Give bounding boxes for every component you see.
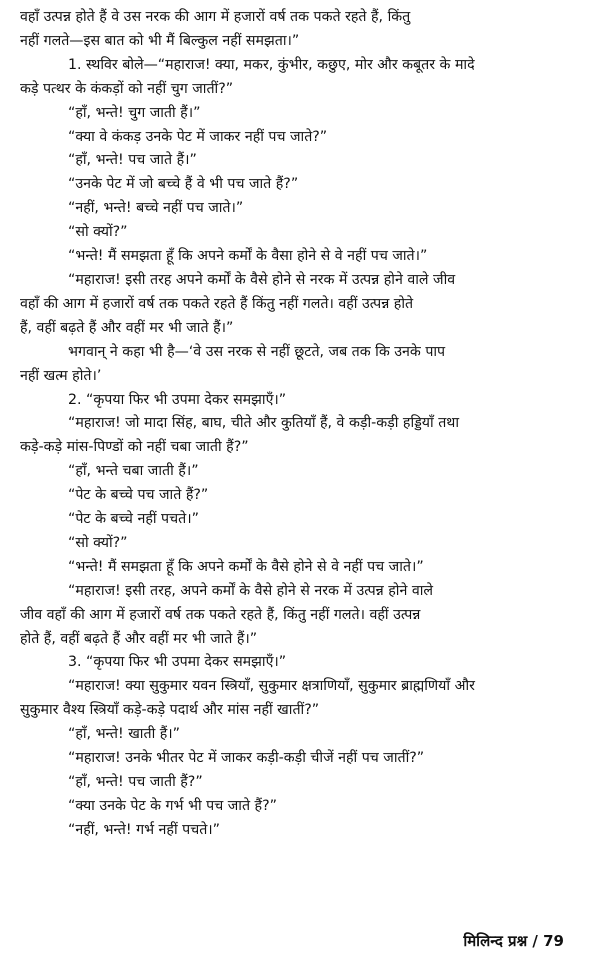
text-line: “भन्ते! मैं समझता हूँ कि अपने कर्मों के वैसा होने से वे नहीं पच जाते।”	[68, 248, 428, 265]
page-footer: मिलिन्द प्रश्न / 79	[463, 932, 564, 950]
text-line: “महाराज! इसी तरह अपने कर्मों के वैसे होने से नरक में उत्पन्न होने वाले जीव	[68, 271, 456, 288]
text-line: 3. “कृपया फिर भी उपमा देकर समझाएँ।”	[68, 654, 287, 671]
text-line: “हाँ, भन्ते! पच जाती हैं?”	[68, 774, 203, 790]
text-line: “उनके पेट में जो बच्चे हैं वे भी पच जाते हैं?”	[68, 176, 299, 193]
text-line: हैं, वहीं बढ़ते हैं और वहीं मर भी जाते हैं।”	[20, 319, 234, 336]
text-line: “महाराज! जो मादा सिंह, बाघ, चीते और कुतियाँ हैं, वे कड़ी-कड़ी हड्डियाँ तथा	[68, 415, 460, 432]
text-line: 1. स्थविर बोले—“महाराज! क्या, मकर, कुंभीर, कछुए, मोर और कबूतर के मादे	[68, 56, 475, 73]
text-line: कड़े-कड़े मांस-पिण्डों को नहीं चबा जाती हैं?”	[20, 439, 249, 456]
body-text	[20, 6, 580, 843]
text-line: “हाँ, भन्ते! पच जाते हैं।”	[68, 152, 197, 169]
text-line: जीव वहाँ की आग में हजारों वर्ष तक पकते रहते हैं, किंतु नहीं गलते। वहीं उत्पन्न	[20, 606, 421, 623]
text-line: वहाँ उत्पन्न होते हैं वे उस नरक की आग में हजारों वर्ष तक पकते रहते हैं, किंतु	[20, 9, 411, 25]
text-line: नहीं खत्म होते।’	[20, 367, 102, 384]
text-line: “हाँ, भन्ते! खाती हैं।”	[68, 726, 181, 743]
text-line: “नहीं, भन्ते! गर्भ नहीं पचते।”	[68, 821, 221, 838]
text-line: “क्या वे कंकड़ उनके पेट में जाकर नहीं पच जाते?”	[68, 128, 328, 145]
text-line: “हाँ, भन्ते! चुग जाती हैं।”	[68, 104, 201, 121]
text-line: “सो क्यों?”	[68, 224, 128, 241]
text-line: “महाराज! क्या सुकुमार यवन स्त्रियाँ, सुकुमार क्षत्राणियाँ, सुकुमार ब्राह्मणियाँ और	[68, 678, 475, 695]
text-line: “पेट के बच्चे नहीं पचते।”	[68, 511, 199, 528]
text-line: “महाराज! उनके भीतर पेट में जाकर कड़ी-कड़ी चीजें नहीं पच जातीं?”	[68, 750, 425, 767]
text-line: “सो क्यों?”	[68, 534, 128, 551]
text-line: 2. “कृपया फिर भी उपमा देकर समझाएँ।”	[68, 391, 287, 408]
text-line: “क्या उनके पेट के गर्भ भी पच जाते हैं?”	[68, 797, 277, 814]
text-line: भगवान् ने कहा भी है—‘वे उस नरक से नहीं छूटते, जब तक कि उनके पाप	[68, 343, 446, 360]
text-line: नहीं गलते—इस बात को भी मैं बिल्कुल नहीं समझता।”	[20, 32, 300, 49]
text-line: सुकुमार वैश्य स्त्रियाँ कड़े-कड़े पदार्थ और मांस नहीं खातीं?”	[20, 702, 320, 719]
text-line: “भन्ते! मैं समझता हूँ कि अपने कर्मों के वैसे होने से वे नहीं पच जाते।”	[68, 558, 424, 575]
text-line: “पेट के बच्चे पच जाते हैं?”	[68, 487, 209, 504]
text-line: “नहीं, भन्ते! बच्चे नहीं पच जाते।”	[68, 200, 244, 217]
text-line: “हाँ, भन्ते चबा जाती हैं।”	[68, 463, 199, 480]
text-line: “महाराज! इसी तरह, अपने कर्मों के वैसे होने से नरक में उत्पन्न होने वाले	[68, 582, 434, 599]
text-line: वहाँ की आग में हजारों वर्ष तक पकते रहते हैं किंतु नहीं गलते। वहीं उत्पन्न होते	[20, 295, 414, 312]
text-line: होते हैं, वहीं बढ़ते हैं और वहीं मर भी जाते हैं।”	[20, 630, 258, 647]
text-line: कड़े पत्थर के कंकड़ों को नहीं चुग जातीं?”	[20, 80, 234, 97]
